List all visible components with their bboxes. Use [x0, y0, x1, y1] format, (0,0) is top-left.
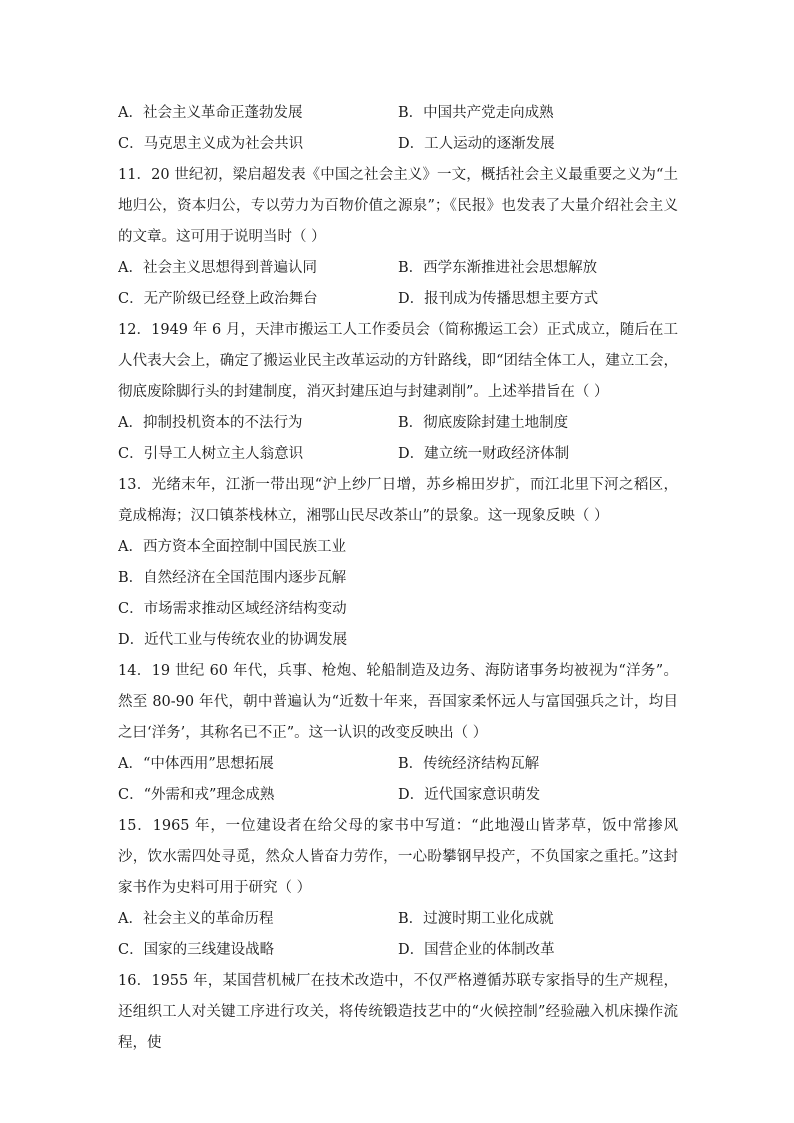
- q13-option-d: D．近代工业与传统农业的协调发展: [118, 632, 348, 648]
- q15-options-row-2: [118, 935, 678, 966]
- q13-option-b: B．自然经济在全国范围内逐步瓦解: [118, 570, 347, 586]
- q13-options-row-2: [118, 563, 678, 594]
- q12-option-b: B．彻底废除封建土地制度: [398, 415, 569, 431]
- q12-option-d: D．建立统一财政经济体制: [398, 446, 570, 462]
- q10-option-d: D．工人运动的逐渐发展: [398, 136, 555, 152]
- q11-options-row-2: [118, 284, 678, 315]
- q11-option-b: B．西学东渐推进社会思想解放: [398, 260, 598, 276]
- exam-page: [118, 98, 678, 1059]
- q13-option-c: C．市场需求推动区域经济结构变动: [118, 601, 347, 617]
- q11-options-row-1: [118, 253, 678, 284]
- q13-options-row-1: [118, 532, 678, 563]
- q12-options-row-1: [118, 408, 678, 439]
- q15-options-row-1: [118, 904, 678, 935]
- q15-option-b: B．过渡时期工业化成就: [398, 911, 554, 927]
- q10-option-b: B．中国共产党走向成熟: [398, 105, 554, 121]
- q14-options-row-2: [118, 780, 678, 811]
- q13-option-a: A．西方资本全面控制中国民族工业: [118, 539, 346, 555]
- q12-stem: 12．1949 年 6 月，天津市搬运工人工作委员会（简称搬运工会）正式成立，随后在工人代表大会上，确定了搬运业民主改革运动的方针路线，即“团结全体工人，建立工会，彻底废除脚行头的封建制度，消灭封建压迫与封建剥削”。上述举措旨在（ ）: [118, 322, 678, 400]
- q14-option-a: A．“中体西用”思想拓展: [118, 756, 274, 772]
- q12-option-a: A．抑制投机资本的不法行为: [118, 415, 303, 431]
- q16-stem: 16．1955 年，某国营机械厂在技术改造中，不仅严格遵循苏联专家指导的生产规程，还组织工人对关键工序进行攻关，将传统锻造技艺中的“火候控制”经验融入机床操作流程，使: [118, 973, 678, 1051]
- q14-option-d: D．近代国家意识萌发: [398, 787, 541, 803]
- q14-option-c: C．“外需和戎”理念成熟: [118, 787, 275, 803]
- q10-options-row-1: [118, 98, 678, 129]
- q15-option-d: D．国营企业的体制改革: [398, 942, 555, 958]
- q13-stem: 13．光绪末年，江浙一带出现“沪上纱厂日增，苏乡棉田岁扩，而江北里下河之稻区，竟成棉海；汉口镇茶栈林立，湘鄂山民尽改茶山”的景象。这一现象反映（ ）: [118, 477, 678, 524]
- q14-option-b: B．传统经济结构瓦解: [398, 756, 540, 772]
- q14-stem: 14．19 世纪 60 年代，兵事、枪炮、轮船制造及边务、海防诸事务均被视为“洋务”。然至 80-90 年代，朝中普遍认为“近数十年来，吾国家柔怀远人与富国强兵之计，均目之曰‘洋务’，其称名已不正”。这一认识的改变反映出（ ）: [118, 663, 678, 741]
- q11-option-d: D．报刊成为传播思想主要方式: [398, 291, 599, 307]
- q13-options-row-4: [118, 625, 678, 656]
- q11-option-a: A．社会主义思想得到普遍认同: [118, 260, 317, 276]
- q11-stem: 11．20 世纪初，梁启超发表《中国之社会主义》一文，概括社会主义最重要之义为“土地归公，资本归公，专以劳力为百物价值之源泉”；《民报》也发表了大量介绍社会主义的文章。这可用于说明当时（ ）: [118, 167, 678, 245]
- q15-stem: 15．1965 年，一位建设者在给父母的家书中写道：“此地漫山皆茅草，饭中常掺风沙，饮水需四处寻觅，然众人皆奋力劳作，一心盼攀钢早投产，不负国家之重托。”这封家书作为史料可用于研究（ ）: [118, 818, 678, 896]
- q10-options-row-2: [118, 129, 678, 160]
- q12-options-row-2: [118, 439, 678, 470]
- q12-option-c: C．引导工人树立主人翁意识: [118, 446, 304, 462]
- q14-options-row-1: [118, 749, 678, 780]
- q15-option-c: C．国家的三线建设战略: [118, 942, 275, 958]
- q15-option-a: A．社会主义的革命历程: [118, 911, 274, 927]
- q10-option-c: C．马克思主义成为社会共识: [118, 136, 304, 152]
- q11-option-c: C．无产阶级已经登上政治舞台: [118, 291, 318, 307]
- q13-options-row-3: [118, 594, 678, 625]
- q10-option-a: A．社会主义革命正蓬勃发展: [118, 105, 303, 121]
